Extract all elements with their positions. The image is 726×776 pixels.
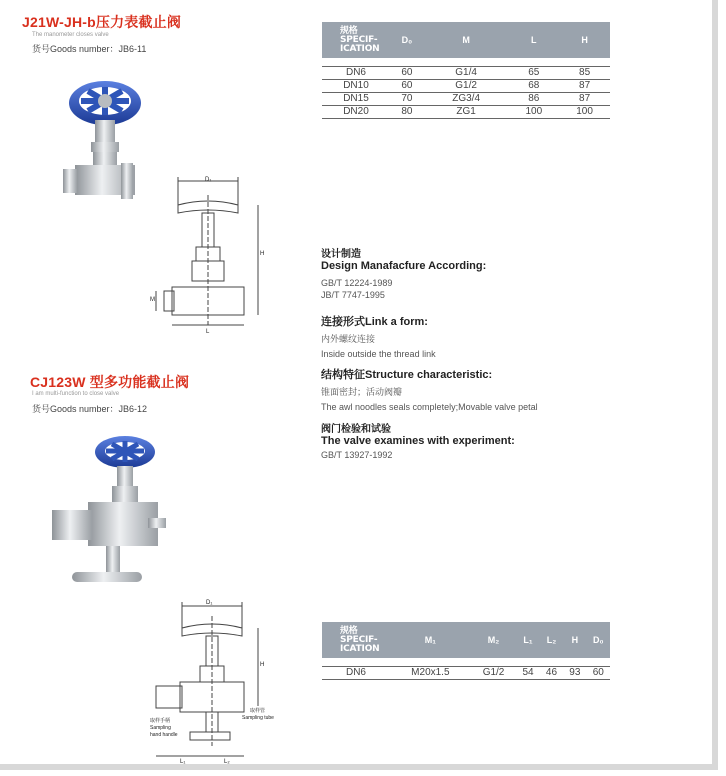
structure-line: 锥面密封；活动阀瓣 [321, 387, 403, 397]
design-standard: JB/T 7747-1995 [321, 290, 385, 300]
column-header: H [559, 22, 610, 58]
drawing2-label-tube-en: Sampling tube [242, 715, 274, 721]
design-standard: GB/T 12224-1989 [321, 278, 393, 288]
column-header: L₂ [540, 622, 563, 658]
design-heading-cn: 设计制造 [321, 249, 361, 260]
product2-goods-number: 货号Goods number：JB6-12 [32, 404, 148, 414]
drawing1-label-d1: D₁ [205, 177, 212, 183]
column-header: M₁ [390, 622, 471, 658]
table-row: DN6 M20x1.5 G1/2 54 46 93 60 [322, 666, 610, 679]
drawing2-label-sampling: Sampling [150, 725, 171, 731]
column-header: M₂ [471, 622, 517, 658]
product2-title: CJ123W 型多功能截止阀 [30, 374, 190, 390]
spec-header-cell: 规格 SPECIF- ICATION [322, 22, 390, 58]
structure-line: The awl noodles seals completely;Movable valve petal [321, 402, 538, 412]
column-header: L [508, 22, 559, 58]
drawing1-technical [150, 175, 270, 335]
table-row: DN20 80 ZG1 100 100 [322, 105, 610, 118]
column-header: H [563, 622, 586, 658]
exam-heading-en: The valve examines with experiment: [321, 435, 515, 447]
structure-section [321, 366, 538, 412]
drawing1-label-l: L [206, 329, 210, 335]
structure-heading: 结构特征Structure characteristic: [321, 369, 493, 381]
spec-header-cell: 规格 SPECIF- ICATION [322, 622, 390, 658]
design-section [321, 245, 486, 300]
exam-heading-cn: 阀门检验和试验 [321, 424, 391, 435]
product2-photo [48, 432, 178, 592]
spec-table-1 [322, 22, 610, 119]
column-header: M [424, 22, 509, 58]
table-row: DN15 70 ZG3/4 86 87 [322, 92, 610, 105]
column-header: L₁ [516, 622, 539, 658]
design-heading-en: Design Manafacfure According: [321, 260, 487, 272]
link-section [321, 313, 436, 359]
product1-photo [55, 65, 165, 240]
drawing1-label-h: H [260, 251, 265, 257]
product1-title: J21W-JH-b压力表截止阀 [22, 14, 182, 30]
drawing2-label-handle-cn: 取样手柄 [150, 718, 171, 724]
table-row: DN10 60 G1/2 68 87 [322, 79, 610, 92]
spec-table-2 [322, 622, 610, 680]
drawing2-technical [150, 596, 300, 766]
column-header: D₀ [390, 22, 424, 58]
drawing2-label-l2: L₂ [224, 759, 230, 765]
column-header: D₀ [587, 622, 610, 658]
product1-goods-number: 货号Goods number：JB6-11 [32, 44, 147, 54]
exam-standard: GB/T 13927-1992 [321, 450, 393, 460]
table-row: DN6 60 G1/4 65 85 [322, 66, 610, 79]
drawing2-label-tube-cn: 取样管 [250, 708, 266, 714]
drawing2-label-handle-en: hand handle [150, 732, 178, 738]
drawing1-label-m: M [150, 297, 155, 303]
link-line: 内外螺纹连接 [321, 334, 376, 344]
drawing2-label-l1: L₁ [180, 759, 186, 765]
product2-subtitle: I am multi-function to close valve [32, 391, 120, 397]
drawing2-label-h: H [260, 662, 265, 668]
link-heading: 连接形式Link a form: [321, 316, 428, 328]
exam-section [321, 420, 515, 460]
product1-subtitle: The manometer closes valve [32, 32, 109, 38]
link-line: Inside outside the thread link [321, 349, 436, 359]
drawing2-label-d1: D₁ [206, 600, 213, 606]
